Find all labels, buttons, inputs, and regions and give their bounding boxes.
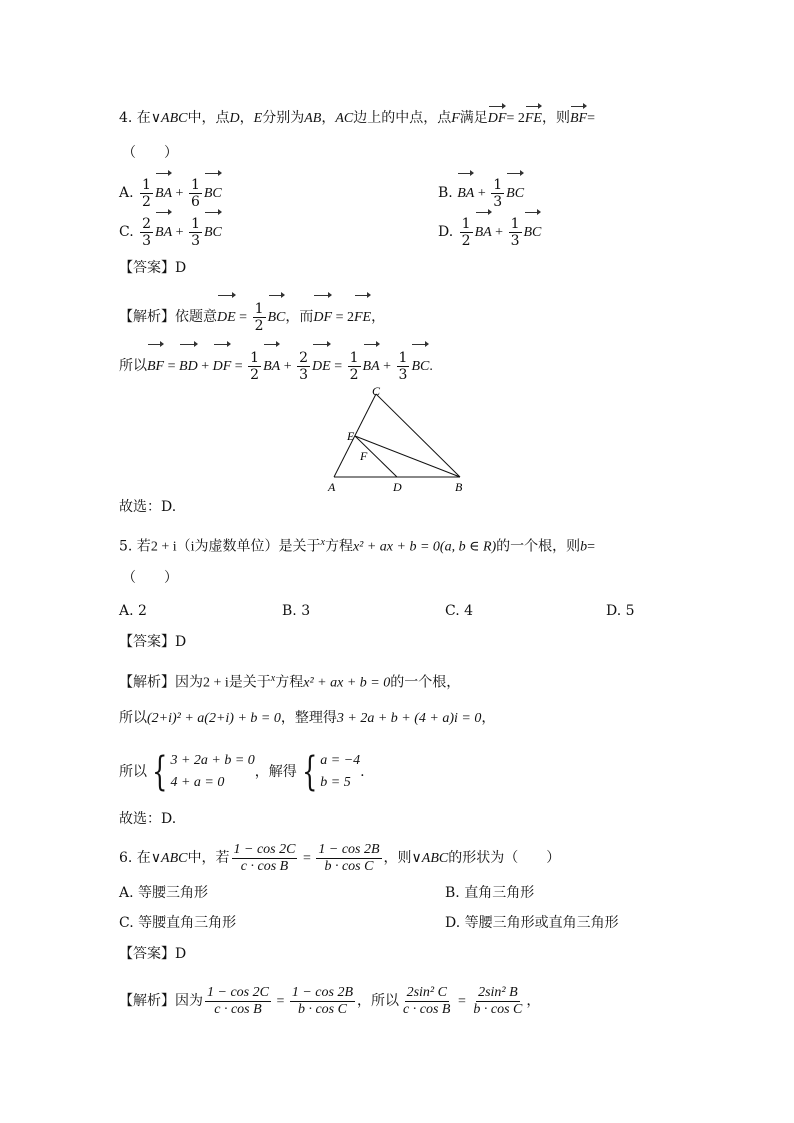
frac: $\frac{2}{3}$: [142, 215, 152, 249]
brace-icon: {: [301, 749, 318, 795]
label-b: B: [455, 480, 463, 494]
frac: $\frac{1}{6}$: [190, 176, 200, 210]
q4-pick: 故选：D.: [119, 499, 177, 515]
frac: $\frac{1}{3}$: [510, 215, 520, 249]
q5-option-d: D. 5: [606, 603, 635, 619]
q5-pick: 故选：D.: [119, 811, 177, 827]
frac: $\frac{1 - \cos 2B}{\text{b · cos C}}$: [318, 841, 380, 874]
q6-option-d: D. 等腰三角形或直角三角形: [445, 915, 619, 931]
q5-paren: （ ）: [122, 570, 178, 586]
q6-answer: 【答案】D: [119, 946, 187, 962]
q4-analysis-line2: 所以BF = BD + DF = $\frac{1}{2}$ BA + $\frac{2}{3}$ DE = $\frac{1}{2}$ BA + $\frac{1}{3}$ BC.: [119, 346, 433, 386]
q5-stem: 5. 若2 + i（i为虚数单位）是关于$^x$方程x² + ax + b = 0(a, b ∈ R)的一个根，则b=: [119, 537, 596, 555]
frac: $\frac{1}{2}$: [142, 176, 151, 210]
equation-system: 3 + 2a + b = 0 4 + a = 0: [170, 753, 255, 790]
edge-cb: [376, 394, 460, 477]
q5-option-b: B. 3: [282, 603, 311, 619]
q5-option-c: C. 4: [445, 603, 474, 619]
label-a: A: [328, 480, 336, 494]
triangle-figure: [320, 385, 480, 495]
frac: $\frac{\text{2sin² B}}{\text{b · cos C}}$: [473, 984, 523, 1017]
frac: $\frac{1 - \cos 2B}{\text{b · cos C}}$: [291, 984, 354, 1017]
frac: $\frac{\text{2sin² C}}{\text{c · cos B}}$: [403, 984, 451, 1017]
label-f: F: [360, 449, 368, 463]
solution-system: a = −4 b = 5: [320, 753, 361, 790]
q4-analysis-line1: 【解析】依题意DE = $\frac{1}{2}$ BC，而DF = 2FE，: [119, 297, 385, 337]
segment-eb: [355, 436, 460, 477]
q4-option-c: C. $\frac{2}{3}$ BA + $\frac{1}{3}$ BC: [119, 214, 222, 250]
q5-option-a: A. 2: [119, 603, 147, 619]
q4-option-a: A. $\frac{1}{2}$ BA + $\frac{1}{6}$ BC: [119, 175, 222, 211]
frac: $\frac{1}{3}$: [191, 215, 200, 249]
frac: $\frac{1}{2}$: [461, 215, 471, 249]
q4-stem: 4. 在∨ABC中，点D，E分别为AB，AC边上的中点，点F满足DF= 2FE，则BF=: [119, 108, 595, 129]
q5-analysis-line1: 【解析】因为2 + i是关于$^x$方程x² + ax + b = 0的一个根，: [119, 673, 461, 691]
q6-option-c: C. 等腰直角三角形: [119, 915, 237, 931]
q6-option-a: A. 等腰三角形: [119, 885, 209, 901]
q4-option-d: D. $\frac{1}{2}$ BA + $\frac{1}{3}$ BC: [438, 214, 541, 250]
edge-ac: [334, 394, 376, 477]
label-d: D: [393, 480, 402, 494]
q4-paren: （ ）: [122, 145, 178, 161]
q5-analysis-line2: 所以(2+i)² + a(2+i) + b = 0，整理得3 + 2a + b + (4 + a)i = 0，: [119, 710, 496, 726]
q6-option-b: B. 直角三角形: [445, 885, 535, 901]
q4-answer: 【答案】D: [119, 260, 187, 276]
label-c: C: [372, 385, 381, 398]
q6-stem: 6. 在∨ABC中，若 $\frac{1 - \cos 2C}{\text{c · cos B}}$ = $\frac{1 - \cos 2B}{\text{b · cos C}}$ ，则∨ABC的形状为（ ）: [119, 841, 561, 874]
frac: $\frac{1 - \cos 2C}{\text{c · cos B}}$: [233, 841, 296, 874]
q5-answer: 【答案】D: [119, 634, 187, 650]
brace-icon: {: [152, 749, 168, 795]
label-e: E: [347, 429, 355, 443]
frac: $\frac{1 - \cos 2C}{\text{c · cos B}}$: [207, 984, 269, 1017]
q5-analysis-line3: 所以 { 3 + 2a + b = 0 4 + a = 0 ，解得 { a = −4 b = 5 .: [119, 749, 365, 795]
frac: $\frac{1}{3}$: [493, 176, 503, 210]
q6-analysis: 【解析】因为 $\frac{1 - \cos 2C}{\text{c · cos B}}$ = $\frac{1 - \cos 2B}{\text{b · cos C}}$ ，所以 $\frac{\text{2sin² C}}{\text{c · cos B}}$ = $\frac{\text{2sin² B}}{\text{b · cos C}}$ ，: [119, 984, 541, 1017]
q4-option-b: B. BA + $\frac{1}{3}$ BC: [438, 175, 524, 211]
